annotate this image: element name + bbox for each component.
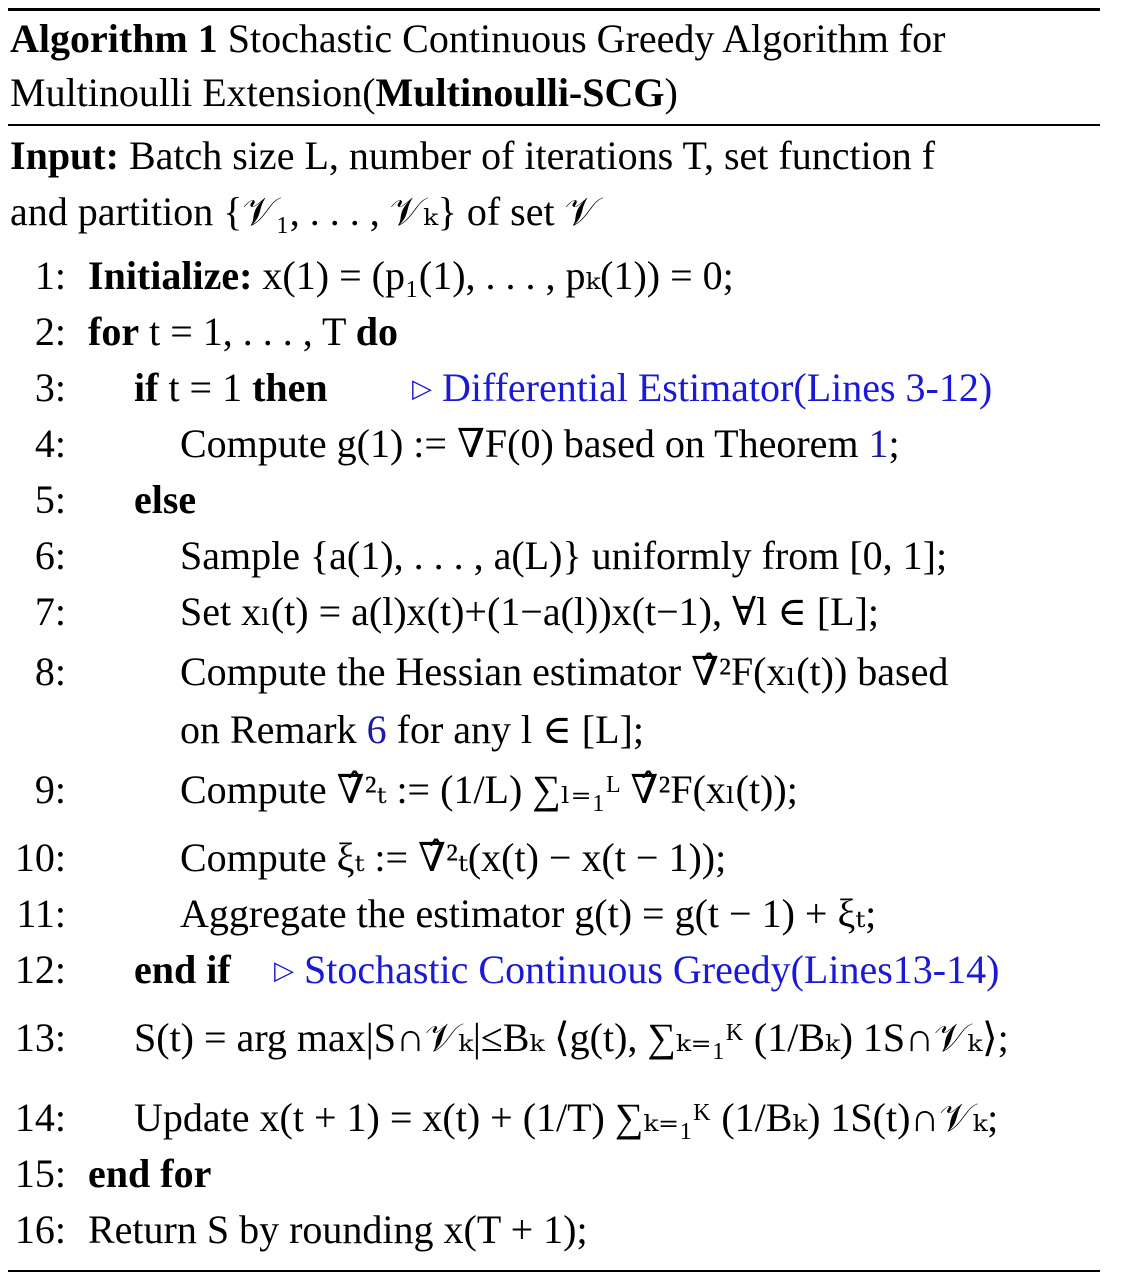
line-text: Update x(t + 1) = x(t) + (1/T) ∑ₖ₌₁ᴷ (1/Bₖ) 1S(t)∩𝒱ₖ; (134, 1095, 999, 1140)
line-number: 12: (14, 947, 66, 992)
algo-line-11 (0, 886, 1128, 942)
keyword: then (252, 365, 328, 410)
algo-line-16 (0, 1202, 1128, 1258)
line-number: 15: (14, 1151, 66, 1196)
line-text: t = 1 (158, 365, 253, 410)
line-number: 14: (14, 1095, 66, 1140)
algo-line-9 (0, 762, 1128, 818)
comment-text: Stochastic Continuous Greedy(Lines13-14) (304, 947, 1000, 992)
line-text-end: for any l ∈ [L]; (386, 707, 644, 752)
line-number: 7: (34, 589, 66, 634)
line-text: Compute the Hessian estimator ∇̂²F(xₗ(t)) based (180, 649, 949, 694)
line-number: 11: (16, 891, 66, 936)
line-comment (412, 360, 992, 417)
comment-triangle-icon: ▷ (412, 374, 432, 403)
line-text: Return S by rounding x(T + 1); (88, 1207, 588, 1252)
line-text: S(t) = arg max|S∩𝒱ₖ|≤Bₖ ⟨g(t), ∑ₖ₌₁ᴷ (1/Bₖ) 1S∩𝒱ₖ⟩; (134, 1015, 1009, 1060)
line-comment (274, 942, 999, 999)
algo-line-6 (0, 528, 1128, 584)
line-text: Compute g(1) := ∇F(0) based on Theorem (180, 421, 869, 466)
remark-reference-link[interactable]: 6 (366, 707, 387, 752)
keyword: do (355, 309, 398, 354)
line-number: 13: (14, 1015, 66, 1060)
line-body (180, 702, 644, 758)
caption-rule (8, 124, 1100, 126)
algo-line-10 (0, 830, 1128, 886)
algo-line-5 (0, 472, 1128, 528)
line-number: 9: (34, 767, 66, 812)
line-number: 6: (34, 533, 66, 578)
line-body (180, 416, 900, 472)
line-number: 3: (34, 365, 66, 410)
line-number: 5: (34, 477, 66, 522)
keyword: if (134, 365, 159, 410)
line-body (88, 248, 734, 304)
line-text: x(1) = (p₁(1), . . . , pₖ(1)) = 0; (252, 253, 734, 298)
algo-line-14 (0, 1090, 1128, 1146)
algo-line-8-continuation (0, 702, 1128, 758)
algo-line-1 (0, 248, 1128, 304)
line-text-end: ; (888, 421, 900, 466)
algo-line-7 (0, 584, 1128, 640)
line-number: 8: (34, 649, 66, 694)
keyword: end if (134, 947, 231, 992)
line-text: t = 1, . . . , T (139, 309, 356, 354)
keyword: for (88, 309, 140, 354)
top-rule (8, 8, 1100, 11)
keyword: Initialize: (88, 253, 253, 298)
algorithm-title-bold: Multinoulli-SCG (375, 70, 665, 115)
algorithm-title-part2: ) (664, 70, 678, 115)
algo-line-3 (0, 360, 1128, 416)
line-number: 2: (34, 309, 66, 354)
keyword: else (134, 477, 197, 522)
algo-line-12 (0, 942, 1128, 998)
keyword: end for (88, 1151, 212, 1196)
algo-line-15 (0, 1146, 1128, 1202)
line-text: Set xₗ(t) = a(l)x(t)+(1−a(l))x(t−1), ∀l ∈ [L]; (180, 589, 880, 634)
algorithm-caption (10, 12, 1110, 120)
algo-line-4 (0, 416, 1128, 472)
algo-line-8 (0, 644, 1128, 700)
algorithm-label: Algorithm 1 (10, 16, 218, 61)
line-body (134, 360, 328, 416)
line-text: on Remark (180, 707, 367, 752)
line-number: 10: (14, 835, 66, 880)
line-number: 1: (34, 253, 66, 298)
input-label: Input: (10, 133, 119, 178)
line-text: Compute ∇̂²ₜ := (1/L) ∑ₗ₌₁ᴸ ∇̂²F(xₗ(t)); (180, 767, 798, 812)
line-text: Sample {a(1), . . . , a(L)} uniformly from [0, 1]; (180, 533, 948, 578)
comment-text: Differential Estimator(Lines 3-12) (442, 365, 993, 410)
bottom-rule (8, 1270, 1100, 1272)
input-text-line1: Batch size L, number of iterations T, set function f (118, 133, 936, 178)
input-line-2: and partition {𝒱₁, . . . , 𝒱ₖ} of set 𝒱 (10, 189, 598, 234)
line-number: 16: (14, 1207, 66, 1252)
algorithm-title-part1: Stochastic Continuous Greedy Algorithm for Multinoulli Extension( (10, 16, 946, 115)
line-number: 4: (34, 421, 66, 466)
line-text: Aggregate the estimator g(t) = g(t − 1) + ξₜ; (180, 891, 877, 936)
algo-line-13 (0, 1010, 1128, 1066)
line-text: Compute ξₜ := ∇̂²ₜ(x(t) − x(t − 1)); (180, 835, 727, 880)
input-line-1 (10, 128, 1110, 184)
comment-triangle-icon: ▷ (274, 956, 294, 985)
input-block (10, 128, 1110, 240)
line-body (88, 304, 398, 360)
algo-line-2 (0, 304, 1128, 360)
theorem-reference-link[interactable]: 1 (868, 421, 889, 466)
